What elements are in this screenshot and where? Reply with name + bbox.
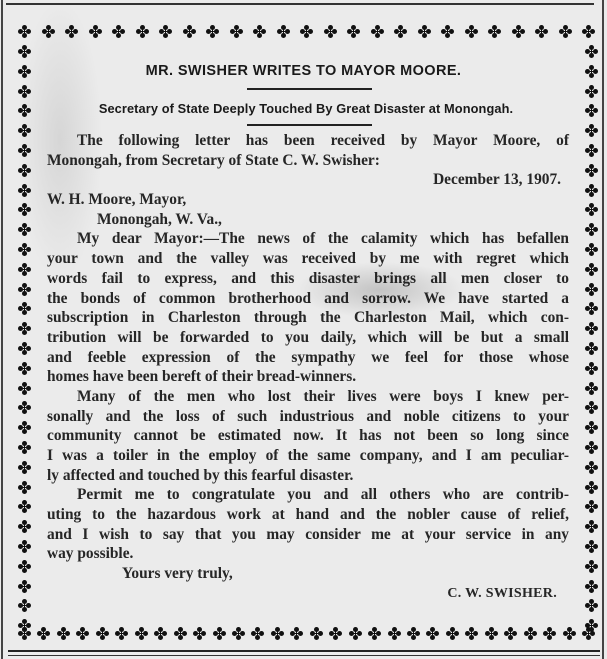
quatrefoil-ornament-icon <box>407 627 420 640</box>
quatrefoil-ornament-icon <box>465 25 478 38</box>
quatrefoil-ornament-icon <box>585 302 598 315</box>
quatrefoil-ornament-icon <box>310 627 323 640</box>
quatrefoil-ornament-icon <box>18 322 31 335</box>
quatrefoil-ornament-icon <box>65 25 78 38</box>
quatrefoil-ornament-icon <box>18 382 31 395</box>
quatrefoil-ornament-icon <box>18 45 31 58</box>
quatrefoil-ornament-icon <box>582 25 595 38</box>
quatrefoil-ornament-icon <box>585 342 598 355</box>
quatrefoil-ornament-icon <box>585 599 598 612</box>
quatrefoil-ornament-icon <box>193 627 206 640</box>
quatrefoil-ornament-icon <box>585 263 598 276</box>
paragraph-line: Many of the men who lost their lives were boys I knew per- <box>77 387 569 405</box>
paragraph-line: community cannot be estimated now. It has not been so long since <box>47 427 569 445</box>
quatrefoil-ornament-icon <box>206 25 219 38</box>
quatrefoil-ornament-icon <box>18 580 31 593</box>
intro-line: Monongah, from Secretary of State C. W. Swisher: <box>47 151 380 169</box>
quatrefoil-ornament-icon <box>585 243 598 256</box>
right-rule <box>602 0 604 659</box>
quatrefoil-ornament-icon <box>18 619 31 632</box>
quatrefoil-ornament-icon <box>174 627 187 640</box>
quatrefoil-ornament-icon <box>585 124 598 137</box>
intro-line: The following letter has been received by Mayor Moore, of <box>77 132 569 149</box>
quatrefoil-ornament-icon <box>18 560 31 573</box>
quatrefoil-ornament-icon <box>18 401 31 414</box>
quatrefoil-ornament-icon <box>154 627 167 640</box>
paragraph-line: your town and the valley was received by me with regret which <box>47 250 569 268</box>
quatrefoil-ornament-icon <box>18 599 31 612</box>
left-rule <box>1 0 3 659</box>
quatrefoil-ornament-icon <box>18 461 31 474</box>
quatrefoil-ornament-icon <box>18 203 31 216</box>
quatrefoil-ornament-icon <box>524 627 537 640</box>
quatrefoil-ornament-icon <box>368 627 381 640</box>
paragraph-line: and I wish to say that you may consider me at your service in any <box>47 525 569 543</box>
letter-closing: Yours very truly, <box>122 565 233 583</box>
quatrefoil-ornament-icon <box>300 25 313 38</box>
paragraph-line: subscription in Charleston through the Charleston Mail, which con- <box>47 309 569 327</box>
paragraph-line: ly affected and touched by this fearful disaster. <box>47 466 354 484</box>
article-body <box>47 131 569 604</box>
quatrefoil-ornament-icon <box>18 85 31 98</box>
paragraph-line: the bonds of common brotherhood and sorrow. We have started a <box>47 289 569 307</box>
quatrefoil-ornament-icon <box>18 164 31 177</box>
quatrefoil-ornament-icon <box>465 627 478 640</box>
quatrefoil-ornament-icon <box>394 25 407 38</box>
quatrefoil-ornament-icon <box>271 627 284 640</box>
quatrefoil-ornament-icon <box>371 25 384 38</box>
quatrefoil-ornament-icon <box>559 25 572 38</box>
paragraph-line: sonally and the loss of such industrious and noble citizens to your <box>47 407 569 425</box>
quatrefoil-ornament-icon <box>135 627 148 640</box>
quatrefoil-ornament-icon <box>585 362 598 375</box>
quatrefoil-ornament-icon <box>585 520 598 533</box>
quatrefoil-ornament-icon <box>585 441 598 454</box>
quatrefoil-ornament-icon <box>585 45 598 58</box>
quatrefoil-ornament-icon <box>388 627 401 640</box>
quatrefoil-ornament-icon <box>251 627 264 640</box>
bottom-rule-thin <box>8 655 600 656</box>
subheadline: Secretary of State Deeply Touched By Great Disaster at Monongah. <box>98 101 514 116</box>
quatrefoil-ornament-icon <box>136 25 149 38</box>
quatrefoil-ornament-icon <box>18 421 31 434</box>
quatrefoil-ornament-icon <box>18 104 31 117</box>
quatrefoil-ornament-icon <box>329 627 342 640</box>
quatrefoil-ornament-icon <box>585 283 598 296</box>
quatrefoil-ornament-icon <box>512 25 525 38</box>
letter-signature: C. W. SWISHER. <box>447 585 557 601</box>
quatrefoil-ornament-icon <box>585 481 598 494</box>
quatrefoil-ornament-icon <box>585 382 598 395</box>
quatrefoil-ornament-icon <box>585 322 598 335</box>
quatrefoil-ornament-icon <box>543 627 556 640</box>
quatrefoil-ornament-icon <box>324 25 337 38</box>
quatrefoil-ornament-icon <box>18 263 31 276</box>
paragraph-line: and feeble expression of the sympathy we feel for those whose <box>47 348 569 366</box>
quatrefoil-ornament-icon <box>89 25 102 38</box>
quatrefoil-ornament-icon <box>585 85 598 98</box>
quatrefoil-ornament-icon <box>159 25 172 38</box>
quatrefoil-ornament-icon <box>18 342 31 355</box>
quatrefoil-ornament-icon <box>115 627 128 640</box>
paragraph-line: Permit me to congratulate you and all others who are contrib- <box>77 486 569 504</box>
quatrefoil-ornament-icon <box>585 223 598 236</box>
quatrefoil-ornament-icon <box>585 540 598 553</box>
quatrefoil-ornament-icon <box>585 580 598 593</box>
headline-separator <box>247 88 372 90</box>
quatrefoil-ornament-icon <box>96 627 109 640</box>
paragraph-line: words fail to express, and this disaster brings all men closer to <box>47 269 569 287</box>
quatrefoil-ornament-icon <box>585 421 598 434</box>
quatrefoil-ornament-icon <box>18 441 31 454</box>
quatrefoil-ornament-icon <box>585 144 598 157</box>
quatrefoil-ornament-icon <box>183 25 196 38</box>
quatrefoil-ornament-icon <box>504 627 517 640</box>
quatrefoil-ornament-icon <box>112 25 125 38</box>
quatrefoil-ornament-icon <box>42 25 55 38</box>
quatrefoil-ornament-icon <box>18 362 31 375</box>
quatrefoil-ornament-icon <box>230 25 243 38</box>
paragraph-line: I was a toiler in the employ of the same company, and I am peculiar- <box>47 447 569 464</box>
quatrefoil-ornament-icon <box>349 627 362 640</box>
quatrefoil-ornament-icon <box>37 627 50 640</box>
quatrefoil-ornament-icon <box>57 627 70 640</box>
quatrefoil-ornament-icon <box>232 627 245 640</box>
quatrefoil-ornament-icon <box>290 627 303 640</box>
quatrefoil-ornament-icon <box>585 619 598 632</box>
headline: MR. SWISHER WRITES TO MAYOR MOORE. <box>145 63 462 79</box>
quatrefoil-ornament-icon <box>585 461 598 474</box>
quatrefoil-ornament-icon <box>585 500 598 513</box>
quatrefoil-ornament-icon <box>426 627 439 640</box>
quatrefoil-ornament-icon <box>76 627 89 640</box>
quatrefoil-ornament-icon <box>18 144 31 157</box>
quatrefoil-ornament-icon <box>441 25 454 38</box>
quatrefoil-ornament-icon <box>585 164 598 177</box>
paragraph-line: homes have been bereft of their bread-winners. <box>47 368 357 386</box>
quatrefoil-ornament-icon <box>585 401 598 414</box>
quatrefoil-ornament-icon <box>446 627 459 640</box>
quatrefoil-ornament-icon <box>18 481 31 494</box>
quatrefoil-ornament-icon <box>18 302 31 315</box>
quatrefoil-ornament-icon <box>253 25 266 38</box>
quatrefoil-ornament-icon <box>277 25 290 38</box>
quatrefoil-ornament-icon <box>585 104 598 117</box>
quatrefoil-ornament-icon <box>585 203 598 216</box>
paragraph-line: uting to the hazardous work at hand and the nobler cause of relief, <box>47 506 569 524</box>
quatrefoil-ornament-icon <box>18 520 31 533</box>
quatrefoil-ornament-icon <box>585 560 598 573</box>
top-rule <box>6 3 594 5</box>
letter-date: December 13, 1907. <box>433 171 561 189</box>
quatrefoil-ornament-icon <box>18 500 31 513</box>
addressee-name: W. H. Moore, Mayor, <box>47 191 187 209</box>
quatrefoil-ornament-icon <box>585 184 598 197</box>
subheadline-separator <box>247 124 372 126</box>
quatrefoil-ornament-icon <box>563 627 576 640</box>
paragraph-line: My dear Mayor:—The news of the calamity which has befallen <box>77 230 569 248</box>
quatrefoil-ornament-icon <box>18 124 31 137</box>
quatrefoil-ornament-icon <box>488 25 501 38</box>
quatrefoil-ornament-icon <box>18 184 31 197</box>
addressee-place: Monongah, W. Va., <box>97 210 222 228</box>
paragraph-line: way possible. <box>47 545 134 563</box>
quatrefoil-ornament-icon <box>418 25 431 38</box>
bottom-rule <box>8 650 600 652</box>
quatrefoil-ornament-icon <box>18 540 31 553</box>
quatrefoil-ornament-icon <box>535 25 548 38</box>
quatrefoil-ornament-icon <box>18 223 31 236</box>
paragraph-line: tribution will be forwarded to you daily, which will be but a small <box>47 328 569 346</box>
quatrefoil-ornament-icon <box>18 25 31 38</box>
quatrefoil-ornament-icon <box>18 283 31 296</box>
quatrefoil-ornament-icon <box>213 627 226 640</box>
quatrefoil-ornament-icon <box>347 25 360 38</box>
quatrefoil-ornament-icon <box>485 627 498 640</box>
quatrefoil-ornament-icon <box>18 243 31 256</box>
